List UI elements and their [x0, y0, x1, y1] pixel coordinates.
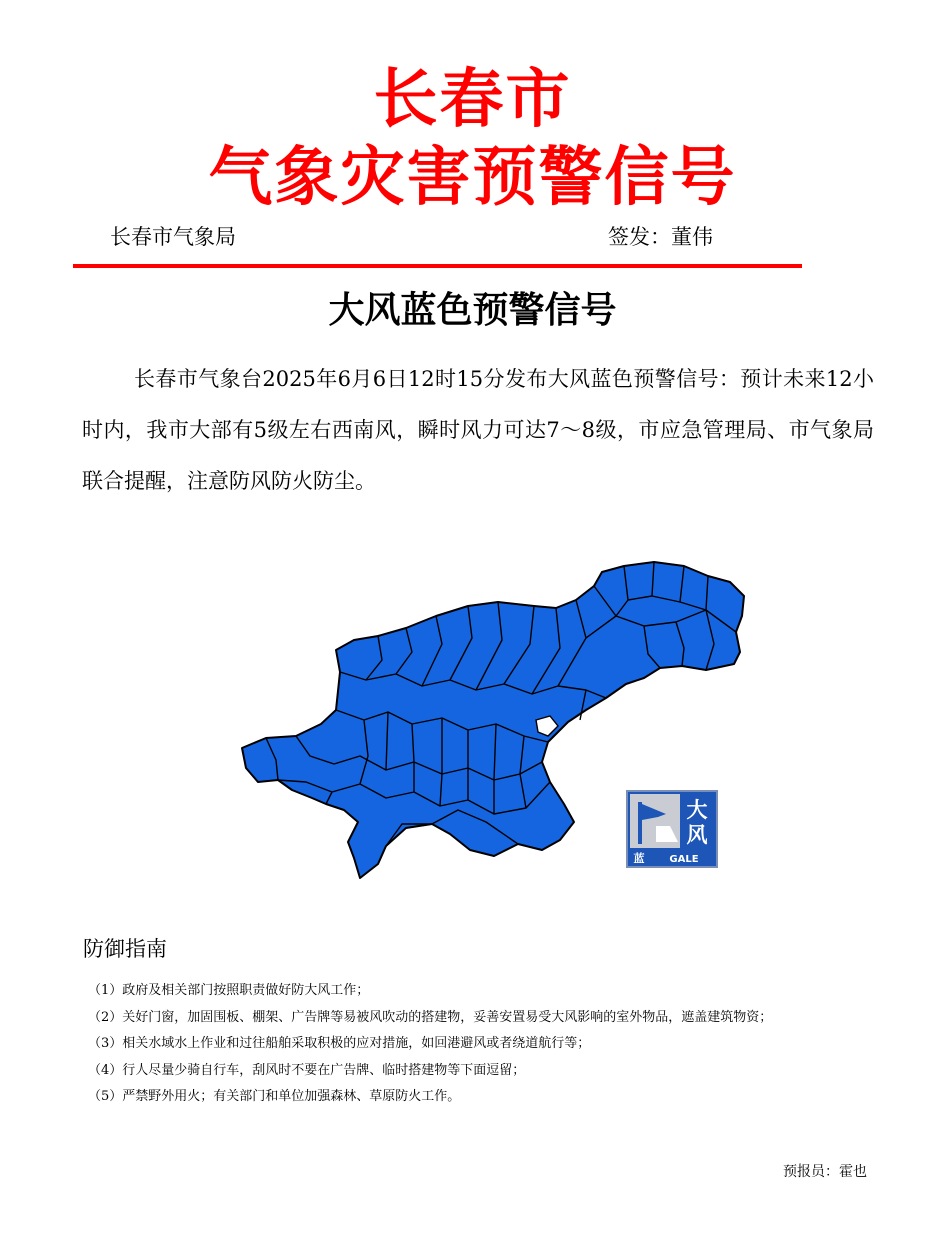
page-title-signal: 气象灾害预警信号 — [208, 141, 737, 215]
signer-name: 签发：董伟 — [608, 225, 713, 249]
forecaster-name: 预报员：霍也 — [783, 1164, 867, 1180]
guidance-list — [88, 978, 888, 1111]
warning-headline: 大风蓝色预警信号 — [328, 290, 617, 331]
gale-flag-icon — [626, 790, 718, 868]
guidance-item: （1）政府及相关部门按照职责做好防大风工作； — [88, 983, 370, 998]
guidance-item: （5）严禁野外用火；有关部门和单位加强森林、草原防火工作。 — [88, 1089, 461, 1104]
page-title-city: 长春市 — [373, 63, 572, 137]
issuer-name: 长春市气象局 — [110, 225, 236, 249]
guidance-item: （4）行人尽量少骑自行车，刮风时不要在广告牌、临时搭建物等下面逗留； — [88, 1062, 526, 1078]
badge-corner-mark: 蓝 — [633, 852, 645, 865]
badge-code: GALE — [669, 854, 699, 865]
badge-char-top: 大 — [686, 798, 708, 822]
guidance-title: 防御指南 — [83, 937, 167, 961]
badge-char-bottom: 风 — [686, 823, 708, 847]
header-divider — [73, 264, 802, 268]
guidance-item: （2）关好门窗，加固围板、棚架、广告牌等易被风吹动的搭建物，妥善安置易受大风影响的室外物品，遮盖建筑物资； — [88, 1009, 773, 1025]
warning-body: 长春市气象台2025年6月6日12时15分发布大风蓝色预警信号：预计未来12小时内，我市大部有5级左右西南风，瞬时风力可达7～8级，市应急管理局、市气象局联合提醒，注意防风防火防尘。 — [82, 367, 874, 493]
guidance-item: （3）相关水域水上作业和过往船舶采取积极的应对措施，如回港避风或者绕道航行等； — [88, 1036, 591, 1051]
